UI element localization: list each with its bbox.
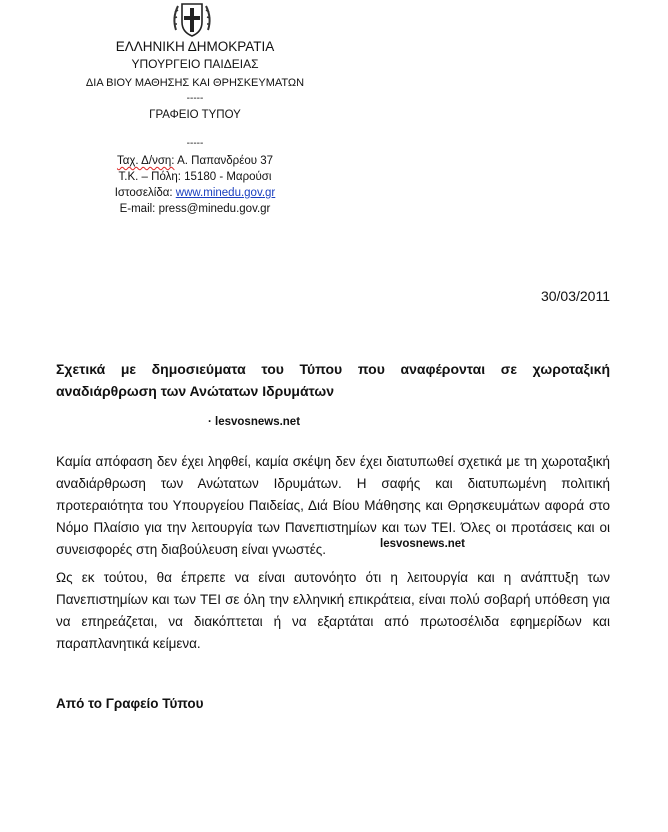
contact-website: [60, 186, 330, 200]
header-line-ministry: ΥΠΟΥΡΓΕΙΟ ΠΑΙΔΕΙΑΣ: [131, 57, 259, 71]
title-line-1: Σχετικά με δημοσιεύματα του Τύπου που αναφέρονται σε χωροταξική: [56, 361, 610, 377]
greek-coat-of-arms-icon: [170, 0, 214, 40]
header-line-lifelong: ΔΙΑ ΒΙΟΥ ΜΑΘΗΣΗΣ ΚΑΙ ΘΡΗΣΚΕΥΜΑΤΩΝ: [85, 77, 305, 89]
address-value: Α. Παπανδρέου 37: [174, 155, 274, 167]
header-line-republic: ΕΛΛΗΝΙΚΗ ΔΗΜΟΚΡΑΤΙΑ: [115, 39, 275, 54]
watermark-text: lesvosnews.net: [380, 538, 466, 550]
press-release-title: [56, 358, 610, 402]
header-line-press-office: ΓΡΑΦΕΙΟ ΤΥΠΟΥ: [149, 109, 241, 121]
header-separator: -----: [186, 93, 204, 104]
document-date: 30/03/2011: [540, 288, 610, 304]
body-paragraph-1: Καμία απόφαση δεν έχει ληφθεί, καμία σκέψη δεν έχει διατυπωθεί σχετικά με τη χωροταξική αναδιάρθρωση των Ανώτατων Ιδρυμάτων. Η σαφής και διατυπωμένη πολιτική προτεραιότητα του Υπουργείου Παιδείας, Διά Βίου Μάθησης και Θρησκευμάτων αφορά στο Νόμο Πλαίσιο για την λειτουργία των Πανεπιστημίων και των ΤΕΙ. Όλες οι προτάσεις και οι συνεισφορές στη διαβούλευση είναι γνωστές.: [56, 454, 610, 557]
header-separator: -----: [186, 138, 204, 149]
watermark-text: · lesvosnews.net: [208, 416, 301, 428]
website-link[interactable]: www.minedu.gov.gr: [175, 187, 276, 199]
address-label: Ταχ. Δ/νση:: [116, 155, 175, 167]
title-line-2: αναδιάρθρωση των Ανώτατων Ιδρυμάτων: [56, 383, 335, 399]
body-paragraph-2: Ως εκ τούτου, θα έπρεπε να είναι αυτονόητο ότι η λειτουργία και η ανάπτυξη των Πανεπιστημίων και των ΤΕΙ σε όλη την ελληνική επικράτεια, είναι πολύ σοβαρή υπόθεση για να επηρεάζεται, να διακόπτεται ή να εξαρτάται από πρωτοσέλιδα εφημερίδων και παραπλανητικά κείμενα.: [56, 570, 610, 651]
contact-postal: Τ.Κ. – Πόλη: 15180 - Μαρούσι: [118, 171, 272, 183]
website-label: Ιστοσελίδα:: [114, 187, 176, 199]
contact-email: E-mail: press@minedu.gov.gr: [119, 203, 271, 215]
contact-address: [60, 154, 330, 168]
signature: Από το Γραφείο Τύπου: [56, 696, 204, 711]
